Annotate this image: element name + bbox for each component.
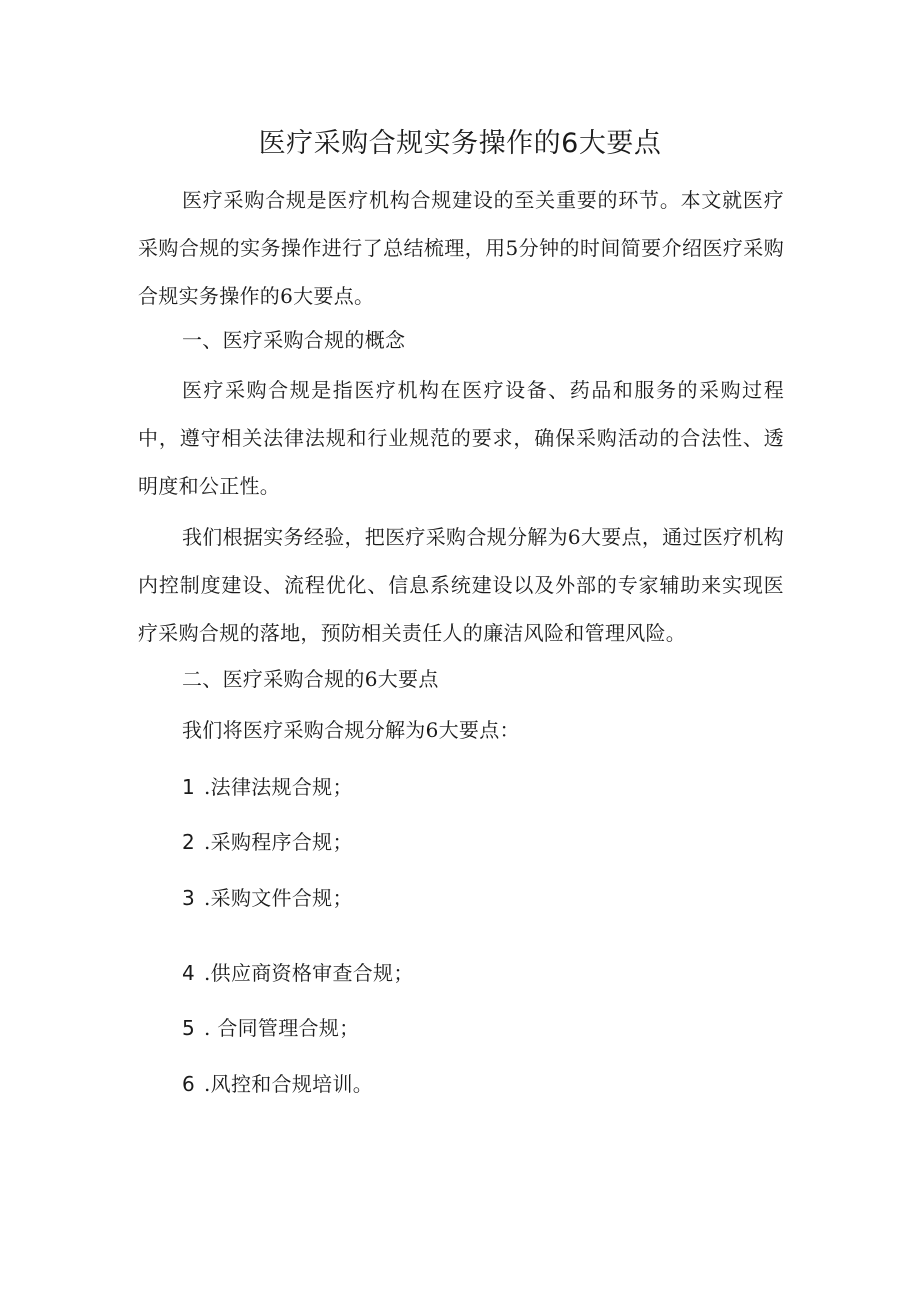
list-item-number: 6 bbox=[182, 1072, 196, 1096]
list-item-number: 4 bbox=[182, 961, 196, 985]
concept-paragraph: 医疗采购合规是指医疗机构在医疗设备、药品和服务的采购过程中，遵守相关法律法规和行业规范的要求，确保采购活动的合法性、透明度和公正性。 bbox=[138, 378, 784, 498]
list-item-text: . 合同管理合规； bbox=[204, 1016, 360, 1040]
list-item-4 bbox=[182, 957, 782, 989]
list-item-3 bbox=[182, 882, 782, 914]
list-item-number: 3 bbox=[182, 886, 196, 910]
list-item-text: .采购程序合规； bbox=[204, 830, 353, 854]
list-item-text: .法律法规合规； bbox=[204, 775, 353, 799]
list-item-text: .采购文件合规； bbox=[204, 886, 353, 910]
list-item-1 bbox=[182, 771, 782, 803]
section2-heading: 二、医疗采购合规的6大要点 bbox=[182, 667, 439, 691]
list-item-text: .供应商资格审查合规； bbox=[204, 961, 414, 985]
section1-heading: 一、医疗采购合规的概念 bbox=[182, 328, 406, 352]
intro-paragraph: 医疗采购合规是医疗机构合规建设的至关重要的环节。本文就医疗采购合规的实务操作进行了总结梳理，用5分钟的时间简要介绍医疗采购合规实务操作的6大要点。 bbox=[138, 188, 784, 308]
experience-paragraph: 我们根据实务经验，把医疗采购合规分解为6大要点，通过医疗机构内控制度建设、流程优化、信息系统建设以及外部的专家辅助来实现医疗采购合规的落地，预防相关责任人的廉洁风险和管理风险。 bbox=[138, 525, 784, 645]
list-item-number: 2 bbox=[182, 830, 196, 854]
list-item-text: .风控和合规培训。 bbox=[204, 1072, 374, 1096]
list-item-5 bbox=[182, 1012, 782, 1044]
list-item-2 bbox=[182, 826, 782, 858]
document-title: 医疗采购合规实务操作的6大要点 bbox=[258, 128, 662, 159]
list-intro: 我们将医疗采购合规分解为6大要点： bbox=[182, 718, 520, 742]
list-item-number: 1 bbox=[182, 775, 196, 799]
list-item-number: 5 bbox=[182, 1016, 196, 1040]
list-item-6 bbox=[182, 1068, 782, 1100]
